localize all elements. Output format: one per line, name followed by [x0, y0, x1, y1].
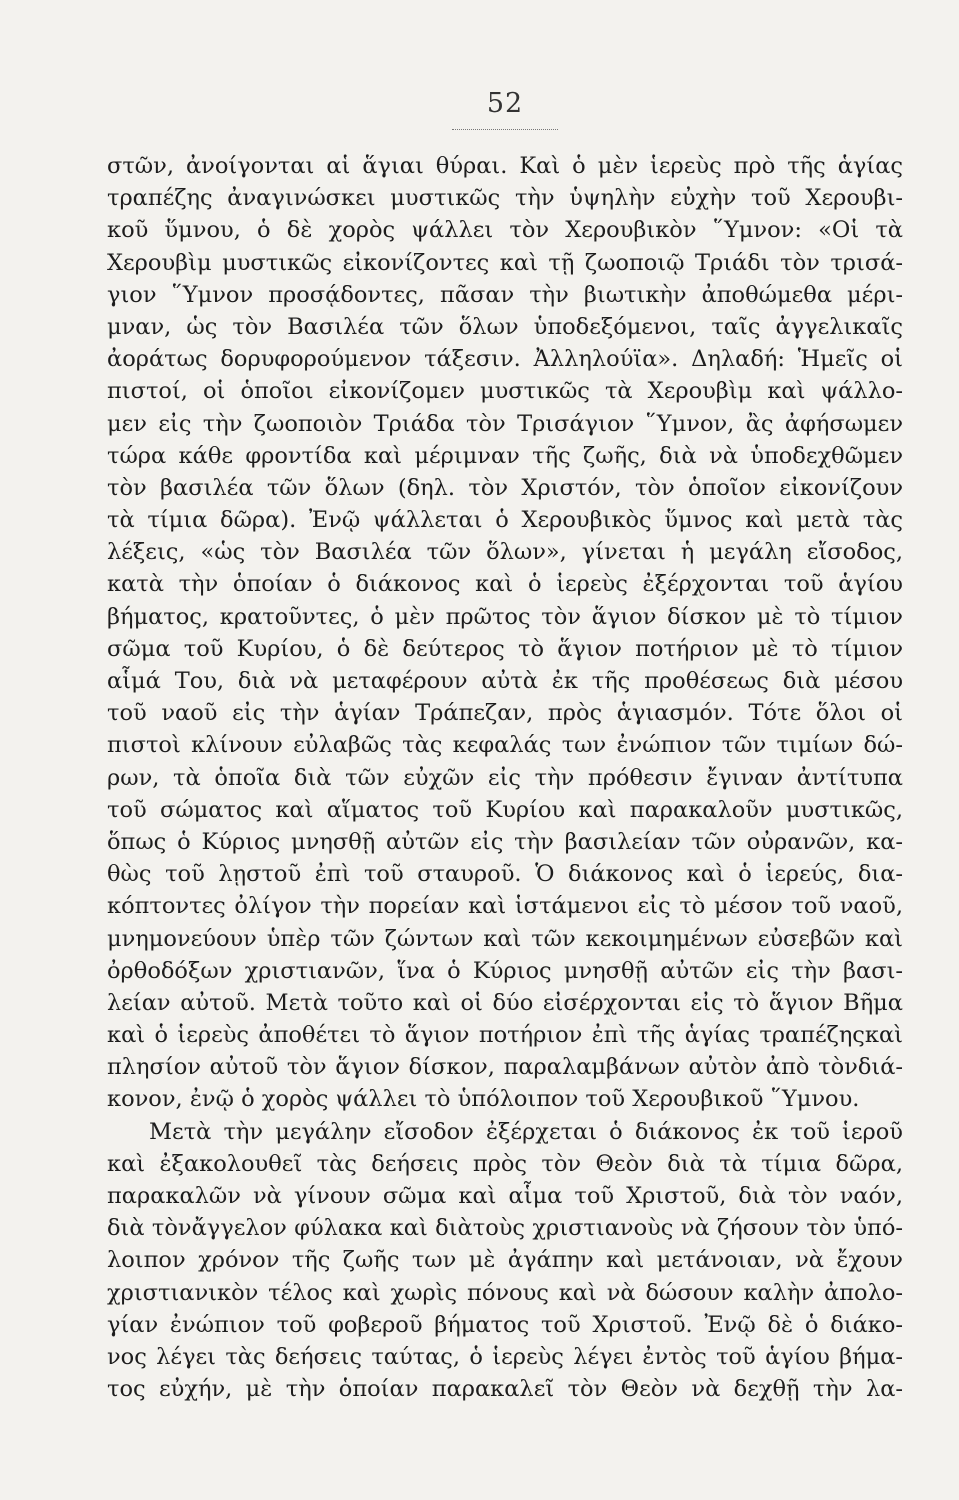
text-line: ὅπως ὁ Κύριος μνησθῇ αὐτῶν εἰς τὴν βασιλείαν τῶν οὐρανῶν, κα-: [107, 828, 903, 855]
text-line: νος λέγει τὰς δεήσεις ταύτας, ὁ ἱερεὺς λέγει ἐντὸς τοῦ ἁγίου βήμα-: [107, 1343, 903, 1370]
text-line: κατὰ τὴν ὁποίαν ὁ διάκονος καὶ ὁ ἱερεὺς ἐξέρχονται τοῦ ἁγίου: [107, 571, 903, 598]
text-line: ὀρθοδόξων χριστιανῶν, ἵνα ὁ Κύριος μνησθῇ αὐτῶν εἰς τὴν βασι-: [107, 957, 903, 984]
text-line: γιον ῞Υμνον προσᾴδοντες, πᾶσαν τὴν βιωτικὴν ἀποθώμεθα μέρι-: [107, 281, 903, 308]
text-line: μναν, ὡς τὸν Βασιλέα τῶν ὅλων ὑποδεξόμενοι, ταῖς ἀγγελικαῖς: [107, 313, 903, 340]
text-line: ἀοράτως δορυφορούμενον τάξεσιν. Ἀλληλούϊα». Δηλαδή: Ἡμεῖς οἱ: [107, 346, 903, 373]
text-line: Μετὰ τὴν μεγάλην εἴσοδον ἐξέρχεται ὁ διάκονος ἐκ τοῦ ἱεροῦ: [149, 1118, 903, 1145]
text-line: καὶ ὁ ἱερεὺς ἀποθέτει τὸ ἅγιον ποτήριον ἐπὶ τῆς ἁγίας τραπέζηςκαὶ: [107, 1022, 903, 1049]
text-line: θὼς τοῦ λῃστοῦ ἐπὶ τοῦ σταυροῦ. Ὁ διάκονος καὶ ὁ ἱερεύς, δια-: [107, 861, 903, 888]
text-line: βήματος, κρατοῦντες, ὁ μὲν πρῶτος τὸν ἅγιον δίσκον μὲ τὸ τίμιον: [107, 603, 903, 630]
text-line: αἷμά Του, διὰ νὰ μεταφέρουν αὐτὰ ἐκ τῆς προθέσεως διὰ μέσου: [107, 668, 903, 694]
text-line: πλησίον αὐτοῦ τὸν ἅγιον δίσκον, παραλαμβάνων αὐτὸν ἀπὸ τὸνδιά-: [107, 1054, 903, 1081]
text-line: τὰ τίμια δῶρα). Ἐνῷ ψάλλεται ὁ Χερουβικὸς ὕμνος καὶ μετὰ τὰς: [107, 507, 903, 534]
page-number: 52: [486, 88, 524, 119]
text-line: τος εὐχήν, μὲ τὴν ὁποίαν παρακαλεῖ τὸν Θεὸν νὰ δεχθῇ τὴν λα-: [107, 1376, 903, 1403]
text-line: διὰ τὸνἄγγελον φύλακα καὶ διὰτοὺς χριστιανοὺς νὰ ζήσουν τὸν ὑπό-: [107, 1215, 903, 1242]
text-line: τοῦ ναοῦ εἰς τὴν ἁγίαν Τράπεζαν, πρὸς ἁγιασμόν. Τότε ὅλοι οἱ: [107, 700, 903, 727]
text-line: σῶμα τοῦ Κυρίου, ὁ δὲ δεύτερος τὸ ἅγιον ποτήριον μὲ τὸ τίμιον: [107, 635, 903, 662]
text-line: τώρα κάθε φροντίδα καὶ μέριμναν τῆς ζωῆς, διὰ νὰ ὑποδεχθῶμεν: [107, 442, 903, 469]
text-line: χριστιανικὸν τέλος καὶ χωρὶς πόνους καὶ νὰ δώσουν καλὴν ἀπολο-: [107, 1279, 903, 1306]
text-line: λέξεις, «ὡς τὸν Βασιλέα τῶν ὅλων», γίνεται ἡ μεγάλη εἴσοδος,: [107, 539, 903, 566]
text-line: πιστοί, οἱ ὁποῖοι εἰκονίζομεν μυστικῶς τὰ Χερουβὶμ καὶ ψάλλο-: [107, 378, 903, 405]
text-line: Χερουβὶμ μυστικῶς εἰκονίζοντες καὶ τῇ ζωοποιῷ Τριάδι τὸν τρισά-: [107, 249, 903, 276]
text-line: τοῦ σώματος καὶ αἵματος τοῦ Κυρίου καὶ παρακαλοῦν μυστικῶς,: [107, 796, 903, 823]
text-line: καὶ ἐξακολουθεῖ τὰς δεήσεις πρὸς τὸν Θεὸν διὰ τὰ τίμια δῶρα,: [107, 1150, 903, 1177]
text-line: κοῦ ὕμνου, ὁ δὲ χορὸς ψάλλει τὸν Χερουβικὸν ῞Υμνον: «Οἱ τὰ: [107, 217, 903, 244]
text-line: κόπτοντες ὀλίγον τὴν πορείαν καὶ ἱστάμενοι εἰς τὸ μέσον τοῦ ναοῦ,: [107, 893, 903, 920]
text-line: παρακαλῶν νὰ γίνουν σῶμα καὶ αἷμα τοῦ Χριστοῦ, διὰ τὸν ναόν,: [107, 1183, 903, 1209]
text-line: στῶν, ἀνοίγονται αἱ ἅγιαι θύραι. Καὶ ὁ μὲν ἱερεὺς πρὸ τῆς ἁγίας: [107, 153, 903, 179]
header-rule: [452, 129, 558, 130]
text-line: γίαν ἐνώπιον τοῦ φοβεροῦ βήματος τοῦ Χριστοῦ. Ἐνῷ δὲ ὁ διάκο-: [107, 1311, 903, 1338]
text-line: λείαν αὐτοῦ. Μετὰ τοῦτο καὶ οἱ δύο εἰσέρχονται εἰς τὸ ἅγιον Βῆμα: [107, 989, 903, 1016]
text-line: πιστοὶ κλίνουν εὐλαβῶς τὰς κεφαλάς των ἐνώπιον τῶν τιμίων δώ-: [107, 732, 903, 759]
text-line: μνημονεύουν ὑπὲρ τῶν ζώντων καὶ τῶν κεκοιμημένων εὐσεβῶν καὶ: [107, 925, 903, 952]
text-line: τὸν βασιλέα τῶν ὅλων (δηλ. τὸν Χριστόν, τὸν ὁποῖον εἰκονίζουν: [107, 474, 903, 501]
body-text: [107, 150, 903, 1405]
text-line: ρων, τὰ ὁποῖα διὰ τῶν εὐχῶν εἰς τὴν πρόθεσιν ἔγιναν ἀντίτυπα: [107, 764, 903, 791]
text-line: μεν εἰς τὴν ζωοποιὸν Τριάδα τὸν Τρισάγιον ῞Υμνον, ἂς ἀφήσωμεν: [107, 410, 903, 437]
text-line: κονον, ἐνῷ ὁ χορὸς ψάλλει τὸ ὑπόλοιπον τοῦ Χερουβικοῦ ῞Υμνου.: [107, 1086, 860, 1113]
text-line: λοιπον χρόνον τῆς ζωῆς των μὲ ἀγάπην καὶ μετάνοιαν, νὰ ἔχουν: [107, 1247, 903, 1274]
text-line: τραπέζης ἀναγινώσκει μυστικῶς τὴν ὑψηλὴν εὐχὴν τοῦ Χερουβι-: [107, 185, 903, 212]
